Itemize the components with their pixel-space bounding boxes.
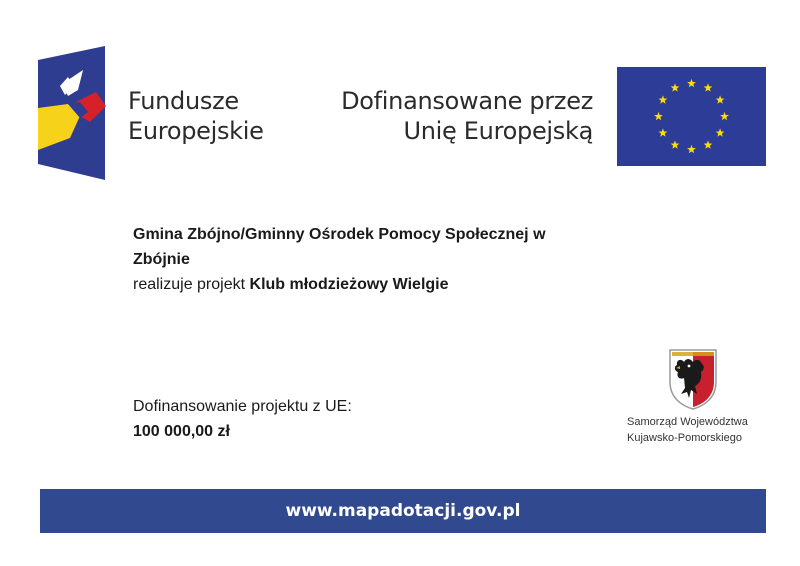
footer-bar (40, 489, 766, 533)
european-funds-logo-icon (38, 46, 108, 180)
european-funds-wordmark (128, 86, 264, 146)
funding-amount: 100 000,00 zł (133, 423, 230, 440)
project-line (133, 272, 603, 297)
coat-of-arms-icon (668, 348, 718, 410)
cofinanced-line2: Unię Europejską (403, 117, 593, 145)
region-line2: Kujawsko-Pomorskiego (627, 432, 742, 444)
footer-url-link[interactable]: www.mapadotacji.gov.pl (285, 501, 521, 521)
project-prefix: realizuje projekt (133, 276, 246, 293)
funding-label: Dofinansowanie projektu z UE: (133, 398, 352, 415)
regional-government-name (627, 414, 748, 446)
beneficiary-name: Gmina Zbójno/Gminny Ośrodek Pomocy Społecznej w Zbójnie (133, 226, 546, 268)
eu-flag-icon (617, 67, 766, 166)
cofinanced-line1: Dofinansowane przez (341, 87, 593, 115)
funds-logo-line1: Fundusze (128, 87, 239, 115)
project-title: Klub młodzieżowy Wielgie (249, 276, 449, 293)
region-line1: Samorząd Województwa (627, 416, 748, 428)
beneficiary-section (133, 222, 603, 297)
funding-section (133, 394, 352, 444)
cofinanced-by-eu-text (341, 86, 593, 146)
funds-logo-line2: Europejskie (128, 117, 264, 145)
